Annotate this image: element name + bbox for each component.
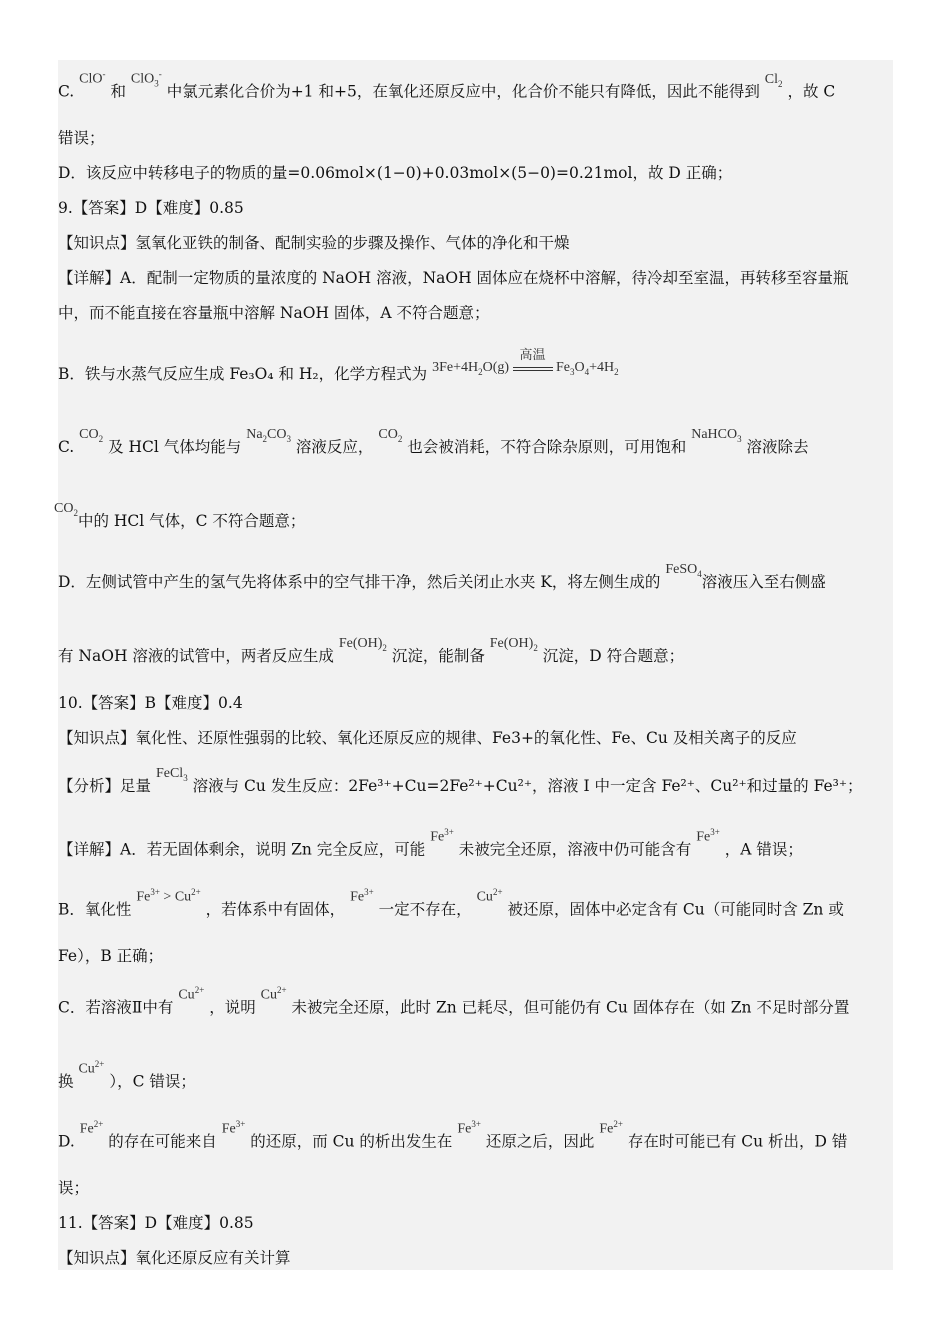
- q10-analysis: [58, 766, 893, 802]
- formula-fe3plus: $Fe^{3+}$: [457, 1119, 481, 1137]
- option-label: D.: [58, 1132, 75, 1151]
- q10-detail-a: [58, 827, 893, 862]
- text: 溶液反应，: [295, 438, 374, 456]
- formula-feoh2: $Fe(OH)_2$: [338, 636, 387, 653]
- text: 沉淀，能制备: [391, 647, 485, 665]
- text: 存在时可能已有 Cu 析出，D 错: [627, 1132, 848, 1151]
- q9-detail-b: [58, 347, 893, 390]
- formula-co2: $CO_2$: [54, 501, 78, 518]
- q10-detail-c-line1: [58, 985, 893, 1020]
- text: 中氯元素化合价为+1 和+5，在氧化还原反应中，化合价不能只有降低，因此不能得到: [166, 82, 760, 101]
- q9-detail-d-line2: [58, 636, 893, 672]
- option-label: C.: [58, 82, 75, 101]
- formula-clo: ClO-: [79, 69, 106, 87]
- q10-detail-c-line2: [58, 1059, 893, 1094]
- q9-detail-c-line2: [54, 501, 893, 537]
- equation-fe-steam: $3Fe+4H_2O(g)$ 高温 $Fe_3O_4+4H_2$: [432, 347, 619, 377]
- formula-cu2plus: $Cu^{2+}$: [260, 985, 287, 1003]
- q10-detail-d-line2: 误；: [58, 1179, 90, 1197]
- text: 被还原，固体中必定含有 Cu（可能同时含 Zn 或: [507, 900, 844, 919]
- formula-co2: $CO_2$: [79, 427, 104, 444]
- text: B．铁与水蒸气反应生成 Fe₃O₄ 和 H₂，化学方程式为: [58, 365, 428, 383]
- text: 的存在可能来自: [108, 1132, 217, 1151]
- text: 有 NaOH 溶液的试管中，两者反应生成: [58, 647, 334, 665]
- formula-fe2plus: $Fe^{2+}$: [79, 1119, 104, 1137]
- q8-option-c-line2: 错误；: [58, 129, 105, 147]
- text: 和: [110, 82, 126, 101]
- text: 的还原，而 Cu 的析出发生在: [250, 1132, 453, 1151]
- q8-option-d: D．该反应中转移电子的物质的量=0.06mol×(1−0)+0.03mol×(5−0)=0.21mol，故 D 正确；: [58, 164, 733, 182]
- text: 还原之后，因此: [485, 1132, 595, 1151]
- q11-answer: 11.【答案】D【难度】0.85: [58, 1214, 254, 1232]
- text: 一定不存在，: [378, 900, 472, 919]
- text: ），C 错误；: [109, 1072, 196, 1091]
- formula-na2co3: $Na_2CO_3$: [246, 427, 291, 444]
- text: C．若溶液Ⅱ中有: [58, 998, 174, 1017]
- q9-detail-a-line1: 【详解】A．配制一定物质的量浓度的 NaOH 溶液，NaOH 固体应在烧杯中溶解，待冷却至室温，再转移至容量瓶: [58, 269, 849, 287]
- text: 溶液压入至右侧盛: [701, 573, 826, 591]
- formula-feoh2: $Fe(OH)_2$: [489, 636, 538, 653]
- text: B．氧化性: [58, 900, 132, 919]
- text: 溶液除去: [746, 438, 809, 456]
- formula-cu2plus: $Cu^{2+}$: [178, 985, 205, 1003]
- text: D．左侧试管中产生的氢气先将体系中的空气排干净，然后关闭止水夹 K，将左侧生成的: [58, 573, 661, 591]
- q9-detail-a-line2: 中，而不能直接在容量瓶中溶解 NaOH 固体，A 不符合题意；: [58, 304, 490, 322]
- q10-answer: 10.【答案】B【难度】0.4: [58, 694, 243, 712]
- q9-answer: 9.【答案】D【难度】0.85: [58, 199, 244, 217]
- formula-fe3plus: $Fe^{3+}$: [350, 887, 374, 905]
- text: 【详解】A．若无固体剩余，说明 Zn 完全反应，可能: [58, 840, 426, 859]
- formula-clo3: ClO$_3$-: [130, 69, 162, 89]
- formula-cu2plus: $Cu^{2+}$: [78, 1059, 105, 1077]
- text: ，说明: [209, 998, 256, 1017]
- reaction-arrow: 高温: [513, 361, 553, 371]
- formula-fecl3: FeCl$_3$: [155, 766, 188, 783]
- text: 未被完全还原，此时 Zn 已耗尽，但可能仍有 Cu 固体存在（如 Zn 不足时部分置: [291, 998, 850, 1017]
- text: ，A 错误；: [724, 840, 803, 859]
- text: 也会被消耗，不符合除杂原则，可用饱和: [407, 438, 687, 456]
- q9-knowledge-point: 【知识点】氢氧化亚铁的制备、配制实验的步骤及操作、气体的净化和干燥: [58, 234, 570, 252]
- text: 【分析】足量: [58, 777, 152, 795]
- text: 未被完全还原，溶液中仍可能含有: [458, 840, 692, 859]
- q9-detail-c-line1: [58, 427, 893, 463]
- text: ，故 C: [787, 82, 836, 101]
- text: 溶液与 Cu 发生反应：2Fe³⁺+Cu=2Fe²⁺+Cu²⁺，溶液 I 中一定含 Fe²⁺、Cu²⁺和过量的 Fe³⁺；: [192, 777, 863, 795]
- formula-feso4: FeSO$_4$: [665, 562, 702, 579]
- formula-nahco3: NaHCO$_3$: [691, 427, 742, 444]
- text: 换: [58, 1072, 74, 1091]
- q10-detail-b-line1: [58, 887, 893, 922]
- text: 中的 HCl 气体，C 不符合题意；: [77, 512, 306, 530]
- formula-fe3plus: $Fe^{3+}$: [696, 827, 720, 845]
- q8-option-c-line1: [58, 69, 893, 107]
- formula-fe2plus: $Fe^{2+}$: [599, 1119, 623, 1137]
- text: ，若体系中有固体，: [205, 900, 346, 919]
- q10-detail-d-line1: [58, 1119, 893, 1154]
- q10-detail-b-line2: Fe），B 正确；: [58, 947, 164, 965]
- option-label: C.: [58, 438, 75, 456]
- formula-cu2plus: $Cu^{2+}$: [476, 887, 503, 905]
- text: 及 HCl 气体均能与: [108, 438, 242, 456]
- text: 沉淀，D 符合题意；: [542, 647, 685, 665]
- formula-fe3plus: $Fe^{3+}$: [430, 827, 454, 845]
- q9-detail-d-line1: [58, 562, 893, 598]
- formula-fe3plus: $Fe^{3+}$: [221, 1119, 246, 1137]
- q10-knowledge-point: 【知识点】氧化性、还原性强弱的比较、氧化还原反应的规律、Fe3+的氧化性、Fe、Cu 及相关离子的反应: [58, 729, 797, 747]
- q11-knowledge-point: 【知识点】氧化还原反应有关计算: [58, 1249, 291, 1267]
- formula-fe3-gt-cu2: $Fe^{3+} > Cu^{2+}$: [136, 887, 201, 905]
- formula-cl2: $Cl_2$: [764, 71, 783, 89]
- formula-co2: $CO_2$: [378, 427, 403, 444]
